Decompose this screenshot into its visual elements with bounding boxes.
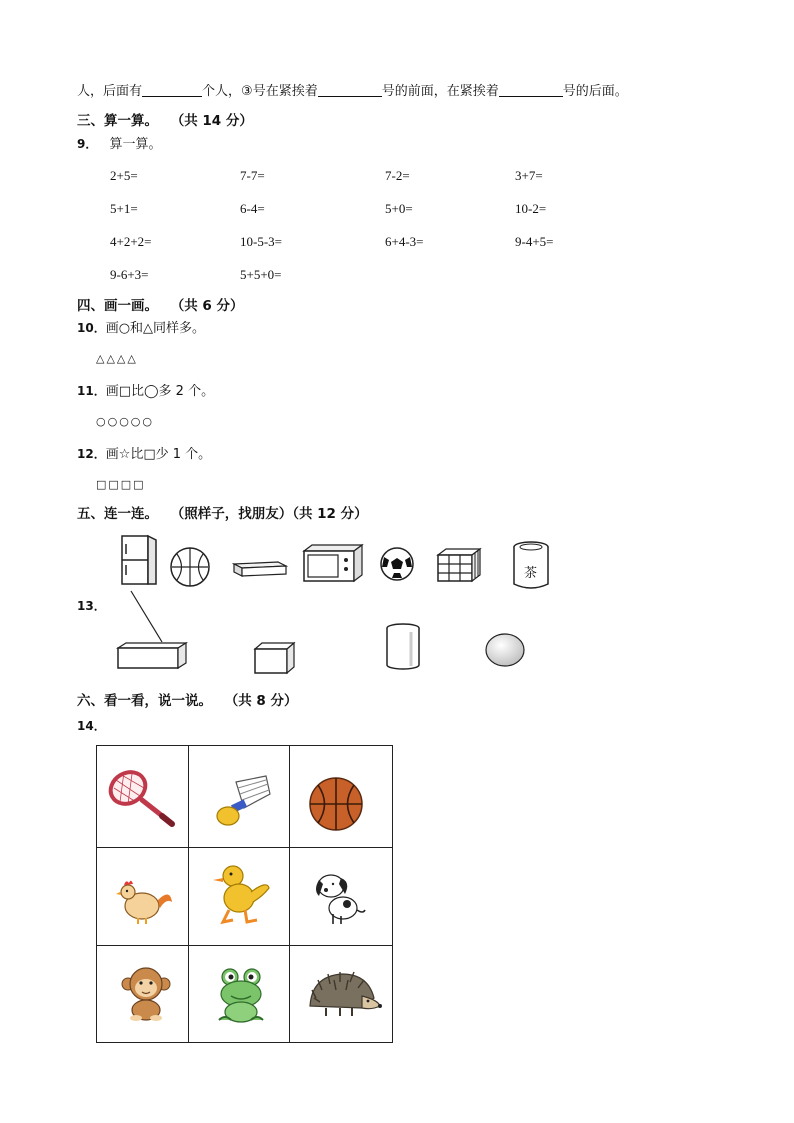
shuttlecock-icon — [214, 772, 272, 828]
math-problem: 5+1= — [110, 201, 138, 216]
question-text: 算一算。 — [109, 137, 162, 152]
math-problem: 5+0= — [385, 201, 413, 216]
soccer-ball-icon[interactable] — [380, 547, 416, 583]
math-problem: 7-2= — [385, 168, 410, 183]
question-text: 画□比◯多 2 个。 — [105, 384, 215, 399]
fridge-icon[interactable] — [120, 534, 160, 586]
circled-number: ③ — [241, 84, 253, 99]
cylinder-icon[interactable] — [385, 622, 423, 672]
math-problem: 6+4-3= — [385, 234, 424, 249]
question-number: 10． — [77, 321, 106, 335]
cube-icon[interactable] — [253, 642, 297, 674]
rubik-cube-icon[interactable] — [436, 547, 482, 583]
math-problem: 7-7= — [240, 168, 265, 183]
section-score: （共 14 分） — [170, 113, 253, 129]
text-segment: 个人， — [202, 84, 242, 99]
math-problem: 2+5= — [110, 168, 138, 183]
section-title: 六、看一看，说一说。 — [77, 693, 212, 709]
answer-blank[interactable] — [499, 84, 563, 97]
duck-icon — [211, 862, 273, 928]
continuation-line — [77, 84, 628, 100]
sphere-icon[interactable] — [485, 632, 527, 668]
question-9 — [77, 136, 162, 153]
square-row: □□□□ — [96, 478, 146, 491]
question-number: 12． — [77, 447, 106, 461]
math-problem: 9-4+5= — [515, 234, 554, 249]
section-title: 四、画一画。 — [77, 298, 158, 314]
question-number: 9． — [77, 137, 98, 151]
math-problem: 10-2= — [515, 201, 547, 216]
section-3-heading — [77, 109, 253, 129]
section-score: （共 8 分） — [224, 693, 298, 709]
math-problem: 4+2+2= — [110, 234, 152, 249]
section-score: （共 6 分） — [170, 298, 244, 314]
answer-blank[interactable] — [142, 84, 202, 97]
hedgehog-icon — [306, 968, 382, 1020]
monkey-icon — [120, 966, 174, 1022]
question-12 — [77, 446, 211, 463]
microwave-icon[interactable] — [302, 543, 364, 583]
frog-icon — [213, 966, 271, 1024]
question-number: 14． — [77, 719, 106, 733]
text-segment: 号的后面。 — [562, 84, 628, 99]
math-problem: 5+5+0= — [240, 267, 282, 282]
section-subtitle: （照样子，找朋友）（共 12 分） — [170, 506, 368, 522]
math-problem: 10-5-3= — [240, 234, 282, 249]
triangle-row: △△△△ — [96, 352, 138, 365]
section-title: 三、算一算。 — [77, 113, 158, 129]
section-4-heading — [77, 294, 244, 314]
dog-icon — [313, 870, 367, 926]
section-6-heading — [77, 689, 298, 709]
answer-blank[interactable] — [318, 84, 382, 97]
question-10 — [77, 320, 205, 337]
eraser-icon[interactable] — [232, 558, 288, 578]
text-segment: 号在紧挨着 — [252, 84, 318, 99]
math-problem: 9-6+3= — [110, 267, 149, 282]
question-number: 13． — [77, 599, 106, 613]
basketball-icon[interactable] — [169, 547, 213, 587]
math-problem: 6-4= — [240, 201, 265, 216]
example-connection-line — [0, 0, 1, 1]
tea-label: 茶 — [524, 566, 538, 581]
section-5-heading — [77, 502, 368, 522]
question-text: 画○和△同样多。 — [105, 321, 206, 336]
rooster-icon — [114, 874, 176, 926]
question-number: 11． — [77, 384, 106, 398]
text-segment: 号的前面，在紧挨着 — [381, 84, 499, 99]
circle-row: ○○○○○ — [96, 415, 154, 428]
basketball-icon — [309, 777, 365, 833]
section-title: 五、连一连。 — [77, 506, 158, 522]
question-11 — [77, 383, 214, 400]
tennis-racket-icon — [106, 768, 178, 830]
text-segment: 人，后面有 — [77, 84, 143, 99]
question-text: 画☆比□少 1 个。 — [105, 447, 212, 462]
cuboid-icon[interactable] — [116, 642, 188, 670]
math-problem: 3+7= — [515, 168, 543, 183]
